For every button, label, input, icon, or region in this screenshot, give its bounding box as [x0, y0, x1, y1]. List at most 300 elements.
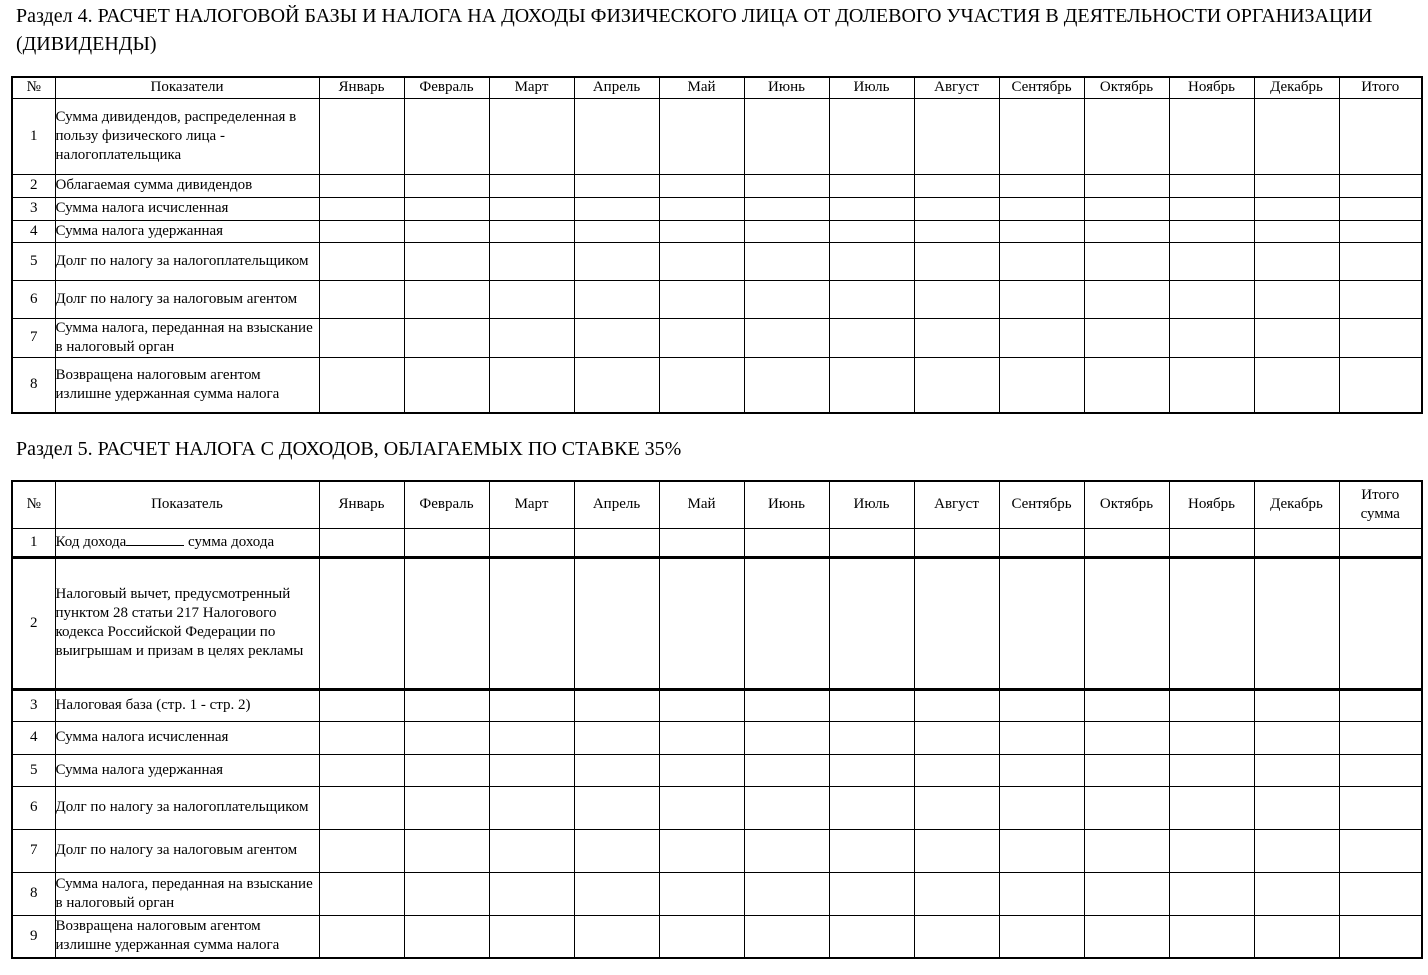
income-code-blank: [126, 532, 184, 546]
month-cell: [1169, 557, 1254, 689]
month-cell: [489, 872, 574, 915]
month-cell: [914, 754, 999, 786]
month-cell: [999, 786, 1084, 829]
month-cell: [914, 786, 999, 829]
month-cell: [489, 242, 574, 280]
header-cell: Показатель: [55, 481, 319, 528]
month-cell: [659, 721, 744, 754]
month-cell: [914, 357, 999, 413]
month-cell: [1084, 786, 1169, 829]
row-number: 7: [12, 829, 55, 872]
month-cell: [574, 220, 659, 242]
month-cell: [659, 174, 744, 197]
table-row: [12, 872, 1422, 915]
table-row: [12, 786, 1422, 829]
table-row: [12, 915, 1422, 958]
header-cell: Февраль: [404, 481, 489, 528]
month-cell: [829, 357, 914, 413]
month-cell: [744, 872, 829, 915]
month-cell: [404, 872, 489, 915]
month-cell: [574, 242, 659, 280]
month-cell: [914, 220, 999, 242]
month-cell: [404, 357, 489, 413]
month-cell: [659, 318, 744, 357]
month-cell: [1169, 829, 1254, 872]
month-cell: [489, 689, 574, 721]
row-number: 8: [12, 872, 55, 915]
month-cell: [829, 872, 914, 915]
month-cell: [1254, 98, 1339, 174]
row-label: Долг по налогу за налоговым агентом: [55, 280, 319, 318]
row-label: Сумма налога, переданная на взыскание в налоговый орган: [55, 318, 319, 357]
month-cell: [1084, 220, 1169, 242]
total-cell: [1339, 197, 1422, 220]
table-row: [12, 557, 1422, 689]
month-cell: [489, 915, 574, 958]
header-cell: Июнь: [744, 481, 829, 528]
month-cell: [574, 197, 659, 220]
row-number: 2: [12, 174, 55, 197]
section-5-table: [11, 480, 1423, 959]
month-cell: [489, 721, 574, 754]
month-cell: [744, 197, 829, 220]
header-cell: Апрель: [574, 77, 659, 98]
section-4-table: [11, 76, 1423, 414]
header-cell: Март: [489, 481, 574, 528]
row-label: Налоговый вычет, предусмотренный пунктом 28 статьи 217 Налогового кодекса Российской Федерации по выигрышам и призам в целях рекламы: [55, 557, 319, 689]
month-cell: [489, 557, 574, 689]
month-cell: [914, 915, 999, 958]
month-cell: [914, 242, 999, 280]
month-cell: [829, 174, 914, 197]
month-cell: [489, 829, 574, 872]
month-cell: [1084, 721, 1169, 754]
month-cell: [914, 318, 999, 357]
month-cell: [659, 557, 744, 689]
month-cell: [659, 528, 744, 557]
month-cell: [404, 174, 489, 197]
month-cell: [829, 220, 914, 242]
month-cell: [574, 689, 659, 721]
table-row: [12, 280, 1422, 318]
income-sum-label: сумма дохода: [188, 534, 275, 550]
month-cell: [1254, 357, 1339, 413]
total-cell: [1339, 872, 1422, 915]
month-cell: [1254, 557, 1339, 689]
month-cell: [489, 174, 574, 197]
month-cell: [1169, 786, 1254, 829]
table-row: [12, 98, 1422, 174]
month-cell: [1084, 280, 1169, 318]
month-cell: [1084, 557, 1169, 689]
header-cell: Январь: [319, 481, 404, 528]
month-cell: [319, 872, 404, 915]
table-row: [12, 689, 1422, 721]
month-cell: [744, 174, 829, 197]
month-cell: [1169, 915, 1254, 958]
row-number: 5: [12, 242, 55, 280]
row-label: Сумма налога, переданная на взыскание в налоговый орган: [55, 872, 319, 915]
month-cell: [999, 318, 1084, 357]
total-cell: [1339, 242, 1422, 280]
month-cell: [744, 98, 829, 174]
month-cell: [829, 915, 914, 958]
month-cell: [659, 829, 744, 872]
header-cell: №: [12, 77, 55, 98]
header-cell: Июль: [829, 481, 914, 528]
month-cell: [1254, 220, 1339, 242]
month-cell: [744, 721, 829, 754]
total-cell: [1339, 754, 1422, 786]
month-cell: [1169, 220, 1254, 242]
table-row: [12, 220, 1422, 242]
month-cell: [744, 357, 829, 413]
total-cell: [1339, 318, 1422, 357]
month-cell: [1169, 242, 1254, 280]
month-cell: [489, 318, 574, 357]
month-cell: [1169, 872, 1254, 915]
section-4-title: Раздел 4. РАСЧЕТ НАЛОГОВОЙ БАЗЫ И НАЛОГА НА ДОХОДЫ ФИЗИЧЕСКОГО ЛИЦА ОТ ДОЛЕВОГО УЧАСТИЯ В ДЕЯТЕЛЬНОСТИ ОРГАНИЗАЦИИ (ДИВИДЕНДЫ): [16, 5, 1373, 55]
month-cell: [829, 721, 914, 754]
month-cell: [404, 242, 489, 280]
month-cell: [914, 528, 999, 557]
month-cell: [829, 786, 914, 829]
month-cell: [999, 689, 1084, 721]
month-cell: [914, 689, 999, 721]
row-label: Возвращена налоговым агентом излишне удержанная сумма налога: [55, 915, 319, 958]
income-code-label: Код дохода: [55, 534, 127, 550]
month-cell: [1084, 197, 1169, 220]
row-number: 1: [12, 528, 55, 557]
month-cell: [829, 754, 914, 786]
month-cell: [914, 174, 999, 197]
row-label: Долг по налогу за налогоплательщиком: [55, 242, 319, 280]
month-cell: [1254, 829, 1339, 872]
month-cell: [659, 197, 744, 220]
header-cell: Декабрь: [1254, 77, 1339, 98]
header-cell: Июль: [829, 77, 914, 98]
month-cell: [1084, 528, 1169, 557]
month-cell: [659, 280, 744, 318]
section-5-body: [12, 528, 1422, 958]
row-number: 5: [12, 754, 55, 786]
row-number: 2: [12, 557, 55, 689]
total-cell: [1339, 220, 1422, 242]
section-5-title: Раздел 5. РАСЧЕТ НАЛОГА С ДОХОДОВ, ОБЛАГАЕМЫХ ПО СТАВКЕ 35%: [16, 438, 682, 460]
month-cell: [914, 872, 999, 915]
table-row: [12, 829, 1422, 872]
month-cell: [574, 829, 659, 872]
month-cell: [999, 557, 1084, 689]
header-cell: Сентябрь: [999, 481, 1084, 528]
month-cell: [574, 357, 659, 413]
month-cell: [914, 280, 999, 318]
month-cell: [744, 754, 829, 786]
month-cell: [999, 174, 1084, 197]
month-cell: [1169, 357, 1254, 413]
month-cell: [829, 557, 914, 689]
row-number: 7: [12, 318, 55, 357]
header-cell: Октябрь: [1084, 77, 1169, 98]
month-cell: [404, 689, 489, 721]
month-cell: [744, 242, 829, 280]
total-cell: [1339, 357, 1422, 413]
month-cell: [1254, 242, 1339, 280]
month-cell: [829, 98, 914, 174]
month-cell: [404, 557, 489, 689]
total-cell: [1339, 689, 1422, 721]
month-cell: [659, 754, 744, 786]
month-cell: [404, 915, 489, 958]
month-cell: [489, 280, 574, 318]
month-cell: [574, 872, 659, 915]
month-cell: [659, 872, 744, 915]
row-label: Сумма налога исчисленная: [55, 721, 319, 754]
header-cell: Декабрь: [1254, 481, 1339, 528]
month-cell: [489, 357, 574, 413]
month-cell: [659, 220, 744, 242]
month-cell: [319, 197, 404, 220]
row-label: Долг по налогу за налоговым агентом: [55, 829, 319, 872]
month-cell: [404, 197, 489, 220]
header-cell: Апрель: [574, 481, 659, 528]
month-cell: [914, 557, 999, 689]
total-cell: [1339, 174, 1422, 197]
month-cell: [319, 242, 404, 280]
row-number: 3: [12, 197, 55, 220]
month-cell: [829, 528, 914, 557]
month-cell: [914, 197, 999, 220]
month-cell: [744, 220, 829, 242]
month-cell: [1254, 689, 1339, 721]
month-cell: [1254, 721, 1339, 754]
table-row: [12, 528, 1422, 557]
header-cell: Сентябрь: [999, 77, 1084, 98]
table-row: [12, 357, 1422, 413]
month-cell: [574, 528, 659, 557]
month-cell: [999, 528, 1084, 557]
month-cell: [319, 174, 404, 197]
month-cell: [404, 829, 489, 872]
month-cell: [999, 915, 1084, 958]
row-label: Долг по налогу за налогоплательщиком: [55, 786, 319, 829]
section-5-header-row: [12, 481, 1422, 528]
month-cell: [1084, 829, 1169, 872]
month-cell: [1084, 915, 1169, 958]
month-cell: [744, 318, 829, 357]
header-cell: Показатели: [55, 77, 319, 98]
table-row: [12, 197, 1422, 220]
table-row: [12, 174, 1422, 197]
month-cell: [574, 318, 659, 357]
month-cell: [319, 786, 404, 829]
table-row: [12, 242, 1422, 280]
month-cell: [1169, 174, 1254, 197]
month-cell: [999, 197, 1084, 220]
month-cell: [1169, 721, 1254, 754]
month-cell: [574, 721, 659, 754]
month-cell: [489, 754, 574, 786]
month-cell: [999, 242, 1084, 280]
header-cell: Май: [659, 481, 744, 528]
month-cell: [999, 829, 1084, 872]
row-label: Сумма налога исчисленная: [55, 197, 319, 220]
month-cell: [1169, 318, 1254, 357]
month-cell: [1254, 197, 1339, 220]
month-cell: [829, 242, 914, 280]
month-cell: [574, 786, 659, 829]
month-cell: [1254, 280, 1339, 318]
row-number: 3: [12, 689, 55, 721]
month-cell: [319, 915, 404, 958]
month-cell: [999, 280, 1084, 318]
month-cell: [744, 689, 829, 721]
month-cell: [319, 98, 404, 174]
month-cell: [829, 829, 914, 872]
month-cell: [659, 689, 744, 721]
row-label: [55, 528, 319, 557]
month-cell: [659, 357, 744, 413]
total-cell: [1339, 721, 1422, 754]
month-cell: [489, 220, 574, 242]
month-cell: [659, 786, 744, 829]
month-cell: [999, 98, 1084, 174]
month-cell: [1169, 98, 1254, 174]
month-cell: [1169, 280, 1254, 318]
month-cell: [574, 174, 659, 197]
month-cell: [319, 357, 404, 413]
row-label: Возвращена налоговым агентом излишне удержанная сумма налога: [55, 357, 319, 413]
header-cell: Май: [659, 77, 744, 98]
month-cell: [574, 98, 659, 174]
month-cell: [319, 721, 404, 754]
month-cell: [999, 220, 1084, 242]
header-cell: №: [12, 481, 55, 528]
month-cell: [659, 915, 744, 958]
month-cell: [1254, 318, 1339, 357]
month-cell: [999, 357, 1084, 413]
month-cell: [1254, 915, 1339, 958]
row-number: 6: [12, 786, 55, 829]
month-cell: [1169, 528, 1254, 557]
month-cell: [999, 872, 1084, 915]
total-cell: [1339, 98, 1422, 174]
month-cell: [914, 829, 999, 872]
month-cell: [829, 689, 914, 721]
month-cell: [404, 220, 489, 242]
month-cell: [574, 557, 659, 689]
month-cell: [744, 915, 829, 958]
row-label: Сумма дивидендов, распределенная в пользу физического лица - налогоплательщика: [55, 98, 319, 174]
total-cell: [1339, 280, 1422, 318]
month-cell: [489, 98, 574, 174]
month-cell: [1084, 754, 1169, 786]
total-cell: [1339, 786, 1422, 829]
month-cell: [999, 754, 1084, 786]
month-cell: [489, 786, 574, 829]
month-cell: [319, 829, 404, 872]
month-cell: [319, 557, 404, 689]
header-cell: Март: [489, 77, 574, 98]
header-cell: Август: [914, 481, 999, 528]
month-cell: [1084, 242, 1169, 280]
month-cell: [1169, 754, 1254, 786]
table-row: [12, 754, 1422, 786]
header-cell: Январь: [319, 77, 404, 98]
row-number: 4: [12, 220, 55, 242]
row-number: 9: [12, 915, 55, 958]
row-label: Сумма налога удержанная: [55, 220, 319, 242]
month-cell: [319, 528, 404, 557]
total-cell: [1339, 915, 1422, 958]
month-cell: [1084, 357, 1169, 413]
row-label: Сумма налога удержанная: [55, 754, 319, 786]
month-cell: [1084, 689, 1169, 721]
month-cell: [1254, 174, 1339, 197]
month-cell: [404, 98, 489, 174]
header-cell: Итого: [1339, 77, 1422, 98]
section-4-body: [12, 98, 1422, 413]
month-cell: [319, 280, 404, 318]
month-cell: [744, 280, 829, 318]
row-label: Облагаемая сумма дивидендов: [55, 174, 319, 197]
row-number: 6: [12, 280, 55, 318]
table-row: [12, 318, 1422, 357]
month-cell: [404, 721, 489, 754]
month-cell: [1084, 872, 1169, 915]
total-cell: [1339, 557, 1422, 689]
month-cell: [404, 528, 489, 557]
month-cell: [1169, 197, 1254, 220]
month-cell: [404, 786, 489, 829]
row-number: 4: [12, 721, 55, 754]
total-cell: [1339, 528, 1422, 557]
month-cell: [914, 721, 999, 754]
header-cell: Ноябрь: [1169, 77, 1254, 98]
month-cell: [744, 829, 829, 872]
row-label: Налоговая база (стр. 1 - стр. 2): [55, 689, 319, 721]
month-cell: [404, 280, 489, 318]
month-cell: [744, 557, 829, 689]
row-number: 8: [12, 357, 55, 413]
month-cell: [574, 754, 659, 786]
month-cell: [1084, 174, 1169, 197]
month-cell: [999, 721, 1084, 754]
month-cell: [574, 915, 659, 958]
month-cell: [829, 318, 914, 357]
month-cell: [489, 197, 574, 220]
section-4-header-row: [12, 77, 1422, 98]
table-row: [12, 721, 1422, 754]
month-cell: [1254, 528, 1339, 557]
month-cell: [744, 528, 829, 557]
header-cell: Октябрь: [1084, 481, 1169, 528]
header-cell: Итого сумма: [1339, 481, 1422, 528]
month-cell: [319, 318, 404, 357]
row-number: 1: [12, 98, 55, 174]
month-cell: [829, 197, 914, 220]
month-cell: [829, 280, 914, 318]
header-cell: Февраль: [404, 77, 489, 98]
month-cell: [914, 98, 999, 174]
header-cell: Ноябрь: [1169, 481, 1254, 528]
month-cell: [659, 98, 744, 174]
month-cell: [489, 528, 574, 557]
month-cell: [319, 689, 404, 721]
month-cell: [319, 754, 404, 786]
month-cell: [659, 242, 744, 280]
month-cell: [319, 220, 404, 242]
